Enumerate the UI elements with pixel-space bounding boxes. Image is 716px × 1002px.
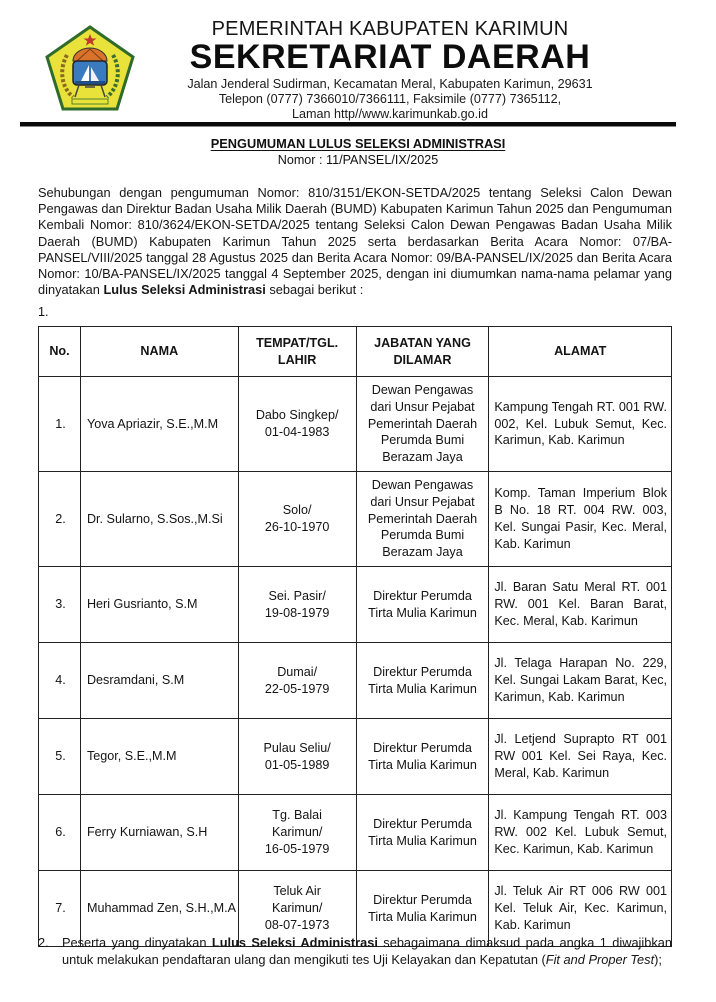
birth-date: 01-04-1983 (264, 425, 330, 439)
header-position (356, 327, 489, 377)
point-two-number: 2. (38, 935, 49, 950)
row-birth (238, 795, 356, 871)
birth-place: Solo/ (282, 503, 312, 518)
row-no: 2. (39, 472, 81, 567)
contact-block (150, 77, 630, 122)
row-birth (238, 377, 356, 472)
office-address: Jalan Jenderal Sudirman, Kecamatan Meral, Kabupaten Karimun, 29631 (187, 77, 593, 91)
intro-emphasis: Lulus Seleksi Administrasi (103, 282, 266, 298)
position-line: Pemerintah Daerah (367, 416, 478, 431)
header-position-line1: JABATAN YANG (374, 335, 471, 350)
intro-text-end: sebagai berikut : (265, 282, 364, 298)
birth-date: 16-05-1979 (264, 841, 330, 856)
row-name: Muhammad Zen, S.H.,M.A (80, 871, 238, 947)
birth-place: Tg. Balai (272, 808, 322, 823)
row-position (356, 377, 489, 472)
row-address: Jl. Teluk Air RT 006 RW 001 Kel. Teluk Air, Kec. Karimun, Kab. Karimun (489, 871, 672, 947)
birth-place: Sei. Pasir/ (268, 588, 326, 603)
document-number: Nomor : 11/PANSEL/IX/2025 (277, 153, 439, 167)
position-line: Tirta Mulia Karimun (368, 757, 477, 772)
row-name: Dr. Sularno, S.Sos.,M.Si (80, 472, 238, 567)
row-name: Ferry Kurniawan, S.H (80, 795, 238, 871)
row-position (356, 795, 489, 871)
row-position (356, 643, 489, 719)
table-row (39, 472, 672, 567)
row-name: Tegor, S.E.,M.M (80, 719, 238, 795)
header-birth-line2: LAHIR (277, 352, 317, 367)
table-row (39, 377, 672, 472)
point-two-text-start: Peserta yang dinyatakan (62, 935, 212, 950)
header-position-line2: DILAMAR (393, 352, 452, 367)
row-position (356, 719, 489, 795)
birth-date: 19-08-1979 (264, 605, 330, 620)
office-website: Laman http//www.karimunkab.go.id (291, 107, 488, 121)
item-one-label: 1. (38, 305, 49, 319)
table-row (39, 567, 672, 643)
position-line: Dewan Pengawas (371, 383, 474, 397)
government-name: PEMERINTAH KABUPATEN KARIMUN (211, 18, 569, 40)
position-line: Direktur Perumda (373, 588, 472, 603)
row-position (356, 472, 489, 567)
birth-place: Dumai/ (277, 664, 318, 679)
position-line: Tirta Mulia Karimun (368, 681, 477, 696)
position-line: Tirta Mulia Karimun (368, 909, 477, 924)
table-row (39, 643, 672, 719)
row-address: Kampung Tengah RT. 001 RW. 002, Kel. Lubuk Semut, Kec. Karimun, Kab. Karimun (489, 377, 672, 472)
birth-place: Teluk Air (273, 884, 321, 899)
header-no: No. (39, 327, 81, 377)
header-birth-line1: TEMPAT/TGL. (256, 335, 339, 350)
office-name: SEKRETARIAT DAERAH (189, 38, 591, 76)
birth-date: 01-05-1989 (264, 757, 330, 772)
row-no: 1. (39, 377, 81, 472)
position-line: Berazam Jaya (382, 545, 463, 560)
intro-text: Sehubungan dengan pengumuman Nomor: 810/3151/EKON-SETDA/2025 tentang Seleksi Calon Dewan Pengawas dan Direktur Badan Usaha Milik Daerah (BUMD) Kabupaten Karimun Tahun 2025 dan Pengumuman Kembali Nomor: 810/3624/EKON-SETDA/2025 tentang Seleksi Calon Dewan Pengawas Badan Usaha Milik Daerah (BUMD) Kabupaten Karimun Tahun 2025 serta berdasarkan Berita Acara Nomor: 07/BA-PANSEL/VIII/2025 tanggal 28 Agustus 2025 dan Berita Acara Nomor: 09/BA-PANSEL/IX/2025 dan Berita Acara Nomor: 10/BA-PANSEL/IX/2025 tanggal 4 September 2025, dengan ini diumumkan nama-nama pelamar yang dinyatakan (38, 185, 672, 298)
row-no: 7. (39, 871, 81, 947)
row-no: 6. (39, 795, 81, 871)
row-address: Jl. Letjend Suprapto RT 001 RW 001 Kel. Sei Raya, Kec. Meral, Kab. Karimun (489, 719, 672, 795)
row-birth (238, 719, 356, 795)
row-birth (238, 643, 356, 719)
position-line: Direktur Perumda (373, 892, 472, 907)
row-no: 5. (39, 719, 81, 795)
position-line: Tirta Mulia Karimun (368, 605, 477, 620)
position-line: Direktur Perumda (373, 740, 472, 755)
table-row (39, 719, 672, 795)
row-position (356, 567, 489, 643)
applicants-table (38, 326, 672, 947)
position-line: Perumda Bumi (380, 528, 465, 543)
kabupaten-karimun-emblem-icon (45, 25, 135, 111)
header-address: ALAMAT (489, 327, 672, 377)
position-line: Tirta Mulia Karimun (368, 833, 477, 848)
position-line: dari Unsur Pejabat (370, 494, 475, 509)
birth-place: Karimun/ (271, 825, 323, 840)
table-header-row (39, 327, 672, 377)
birth-place: Dabo Singkep/ (255, 408, 339, 423)
point-two (38, 934, 672, 968)
document-title-text: PENGUMUMAN LULUS SELEKSI ADMINISTRASI (210, 136, 506, 151)
point-two-text-middle: sebagaimana dimaksud pada angka 1 diwajibkan untuk melakukan pendaftaran ulang dan mengikuti tes Uji Kelayakan dan Kepatutan ( (62, 935, 672, 967)
table-row (39, 795, 672, 871)
intro-paragraph (38, 185, 672, 298)
birth-place: Karimun/ (271, 901, 323, 916)
row-name: Yova Apriazir, S.E.,M.M (80, 377, 238, 472)
position-line: Dewan Pengawas (371, 478, 474, 492)
birth-date: 22-05-1979 (264, 681, 330, 696)
point-two-text-end: ); (654, 952, 662, 967)
row-address: Komp. Taman Imperium Blok B No. 18 RT. 004 RW. 003, Kel. Sungai Pasir, Kec. Meral, Kab. Karimun (489, 472, 672, 567)
row-name: Heri Gusrianto, S.M (80, 567, 238, 643)
document-title (0, 136, 716, 151)
position-line: Berazam Jaya (382, 450, 463, 465)
point-two-emphasis: Lulus Seleksi Administrasi (211, 935, 378, 950)
birth-date: 08-07-1973 (264, 917, 330, 932)
row-address: Jl. Telaga Harapan No. 229, Kel. Sungai Lakam Barat, Kec, Karimun, Kab. Karimun (489, 643, 672, 719)
letterhead (0, 0, 716, 126)
row-address: Jl. Kampung Tengah RT. 003 RW. 002 Kel. Lubuk Semut, Kec. Karimun, Kab. Karimun (489, 795, 672, 871)
point-two-text (62, 934, 672, 968)
row-birth (238, 567, 356, 643)
letterhead-divider (20, 122, 676, 127)
header-birth (238, 327, 356, 377)
point-two-italic: Fit and Proper Test (545, 952, 655, 967)
position-line: Pemerintah Daerah (367, 511, 478, 526)
row-no: 4. (39, 643, 81, 719)
position-line: Direktur Perumda (373, 664, 472, 679)
birth-place: Pulau Seliu/ (263, 740, 331, 755)
header-name: NAMA (80, 327, 238, 377)
row-address: Jl. Baran Satu Meral RT. 001 RW. 001 Kel. Baran Barat, Kec. Meral, Kab. Karimun (489, 567, 672, 643)
office-phone: Telepon (0777) 7366010/7366111, Faksimile (0777) 7365112, (218, 92, 562, 106)
row-birth (238, 472, 356, 567)
position-line: Direktur Perumda (373, 816, 472, 831)
row-name: Desramdani, S.M (80, 643, 238, 719)
position-line: Perumda Bumi (380, 433, 465, 448)
birth-date: 26-10-1970 (264, 520, 330, 534)
row-no: 3. (39, 567, 81, 643)
position-line: dari Unsur Pejabat (370, 399, 475, 414)
